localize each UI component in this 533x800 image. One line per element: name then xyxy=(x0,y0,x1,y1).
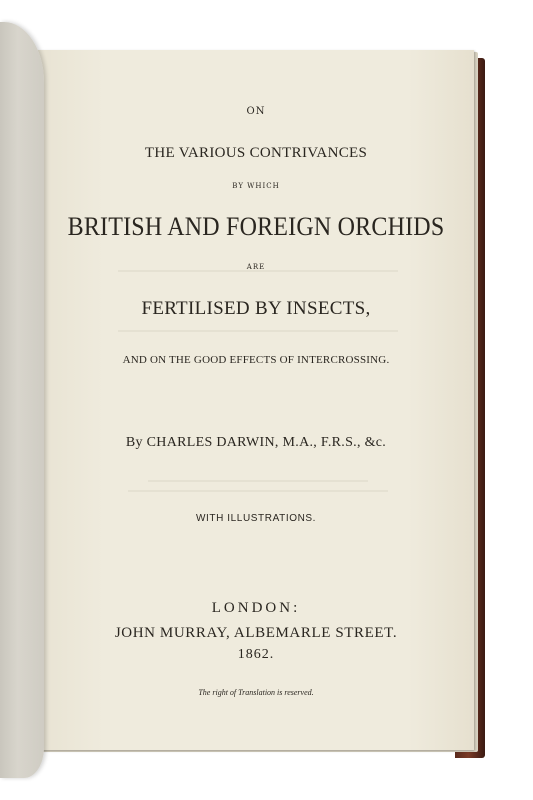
show-through-line xyxy=(128,490,388,492)
title-line-orchids: BRITISH AND FOREIGN ORCHIDS xyxy=(67,212,445,242)
title-page xyxy=(38,50,474,750)
title-line-fertilised: FERTILISED BY INSECTS, xyxy=(141,298,371,319)
rights-note: The right of Translation is reserved. xyxy=(198,688,314,697)
imprint-publisher: JOHN MURRAY, ALBEMARLE STREET. xyxy=(114,625,398,641)
show-through-line xyxy=(118,330,398,332)
imprint-place: LONDON: xyxy=(211,600,301,616)
title-line-contrivances: THE VARIOUS CONTRIVANCES xyxy=(144,145,368,161)
title-line-on: ON xyxy=(246,106,266,117)
illustrations-note: WITH ILLUSTRATIONS. xyxy=(195,513,317,524)
author-line: By CHARLES DARWIN, M.A., F.R.S., &c. xyxy=(125,435,387,450)
show-through-line xyxy=(148,480,368,482)
title-line-intercrossing: AND ON THE GOOD EFFECTS OF INTERCROSSING. xyxy=(122,354,390,366)
flyleaf-curl xyxy=(0,22,44,778)
title-line-are: ARE xyxy=(246,263,266,271)
title-line-by-which: BY WHICH xyxy=(232,182,280,190)
imprint-year: 1862. xyxy=(237,647,275,662)
